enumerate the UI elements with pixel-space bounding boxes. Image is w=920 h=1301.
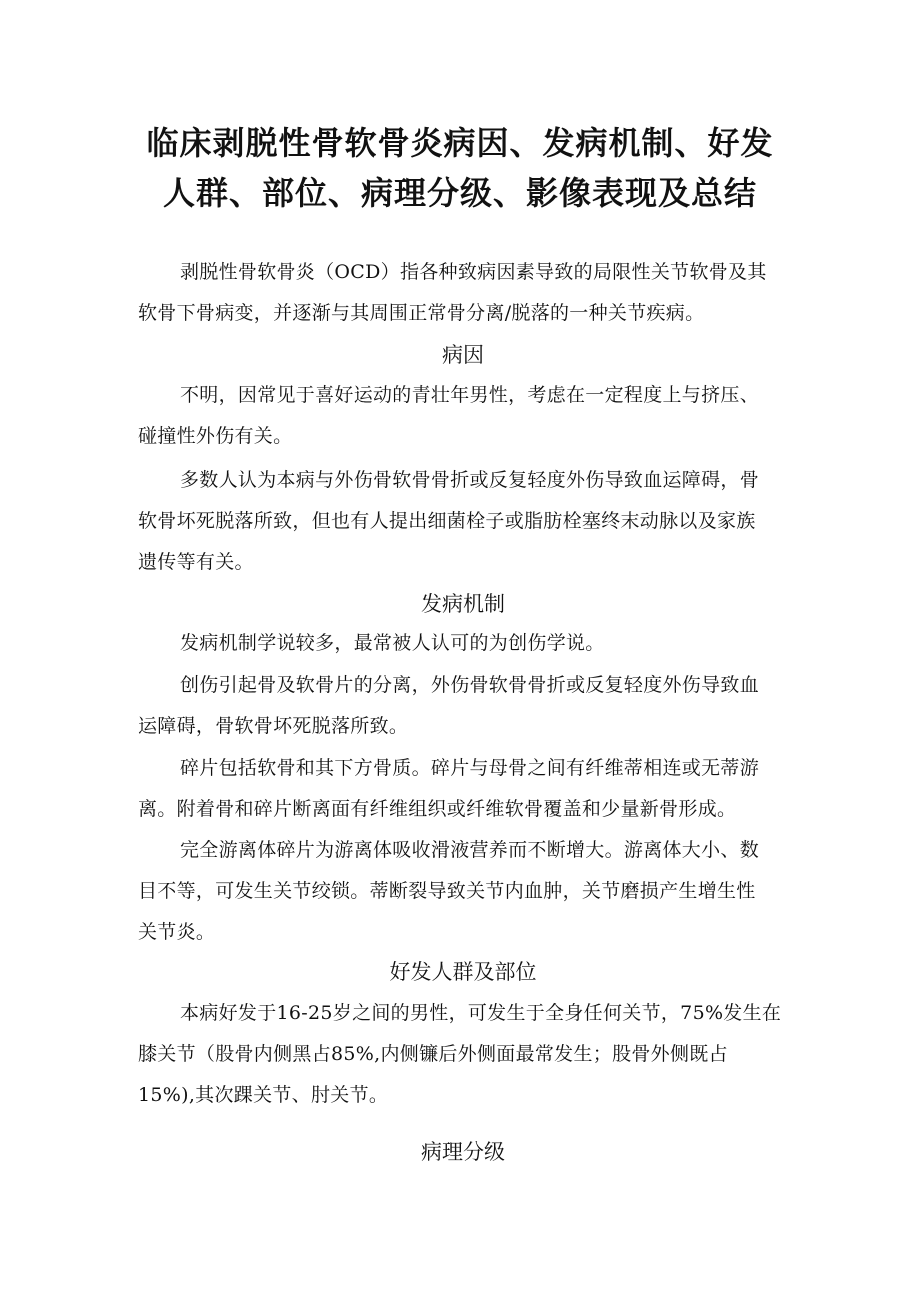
mechanism-p2-line-2: 运障碍，骨软骨坏死脱落所致。 — [138, 715, 409, 737]
intro-line-1: 剥脱性骨软骨炎（OCD）指各种致病因素导致的局限性关节软骨及其 — [180, 261, 767, 283]
document-title — [120, 118, 800, 218]
intro-paragraph — [138, 252, 788, 334]
intro-line-2: 软骨下骨病变，并逐渐与其周围正常骨分离/脱落的一种关节疾病。 — [138, 302, 705, 324]
mechanism-p1-line-1: 发病机制学说较多，最常被人认可的为创伤学说。 — [180, 632, 605, 654]
section-heading-mechanism: 发病机制 — [421, 592, 505, 616]
section-heading-cause: 病因 — [442, 343, 484, 367]
mechanism-p3-line-2: 离。附着骨和碎片断离面有纤维组织或纤维软骨覆盖和少量新骨形成。 — [138, 798, 737, 820]
section-heading-pathology: 病理分级 — [421, 1140, 505, 1164]
mechanism-paragraph-3 — [138, 748, 788, 830]
mechanism-p2-line-1: 创伤引起骨及软骨片的分离，外伤骨软骨骨折或反复轻度外伤导致血 — [180, 674, 760, 696]
section-heading-population: 好发人群及部位 — [389, 960, 537, 984]
mechanism-paragraph-1 — [138, 623, 788, 664]
cause-p1-line-2: 碰撞性外伤有关。 — [138, 425, 293, 447]
mechanism-paragraph-4 — [138, 830, 788, 953]
cause-paragraph-1 — [138, 375, 788, 457]
population-p1-line-2: 膝关节（股骨内侧黑占85%,内侧镰后外侧面最常发生；股骨外侧既占 — [138, 1043, 728, 1065]
cause-paragraph-2 — [138, 460, 788, 583]
cause-p2-line-1: 多数人认为本病与外伤骨软骨骨折或反复轻度外伤导致血运障碍，骨 — [180, 469, 760, 491]
cause-p2-line-2: 软骨坏死脱落所致，但也有人提出细菌栓子或脂肪栓塞终末动脉以及家族 — [138, 510, 756, 532]
document-title-line-1: 临床剥脱性骨软骨炎病因、发病机制、好发 — [146, 124, 774, 162]
population-p1-line-3: 15%),其次踝关节、肘关节。 — [138, 1084, 389, 1106]
document-title-line-2: 人群、部位、病理分级、影像表现及总结 — [162, 174, 757, 212]
population-paragraph-1 — [138, 993, 788, 1116]
cause-p2-line-3: 遗传等有关。 — [138, 551, 254, 573]
population-p1-line-1: 本病好发于16-25岁之间的男性，可发生于全身任何关节，75%发生在 — [180, 1002, 782, 1024]
mechanism-p4-line-3: 关节炎。 — [138, 921, 216, 943]
mechanism-paragraph-2 — [138, 665, 788, 747]
mechanism-p3-line-1: 碎片包括软骨和其下方骨质。碎片与母骨之间有纤维蒂相连或无蒂游 — [180, 757, 760, 779]
mechanism-p4-line-2: 目不等，可发生关节绞锁。蒂断裂导致关节内血肿，关节磨损产生增生性 — [138, 880, 756, 902]
cause-p1-line-1: 不明，因常见于喜好运动的青壮年男性，考虑在一定程度上与挤压、 — [180, 384, 760, 406]
mechanism-p4-line-1: 完全游离体碎片为游离体吸收滑液营养而不断增大。游离体大小、数 — [180, 839, 760, 861]
